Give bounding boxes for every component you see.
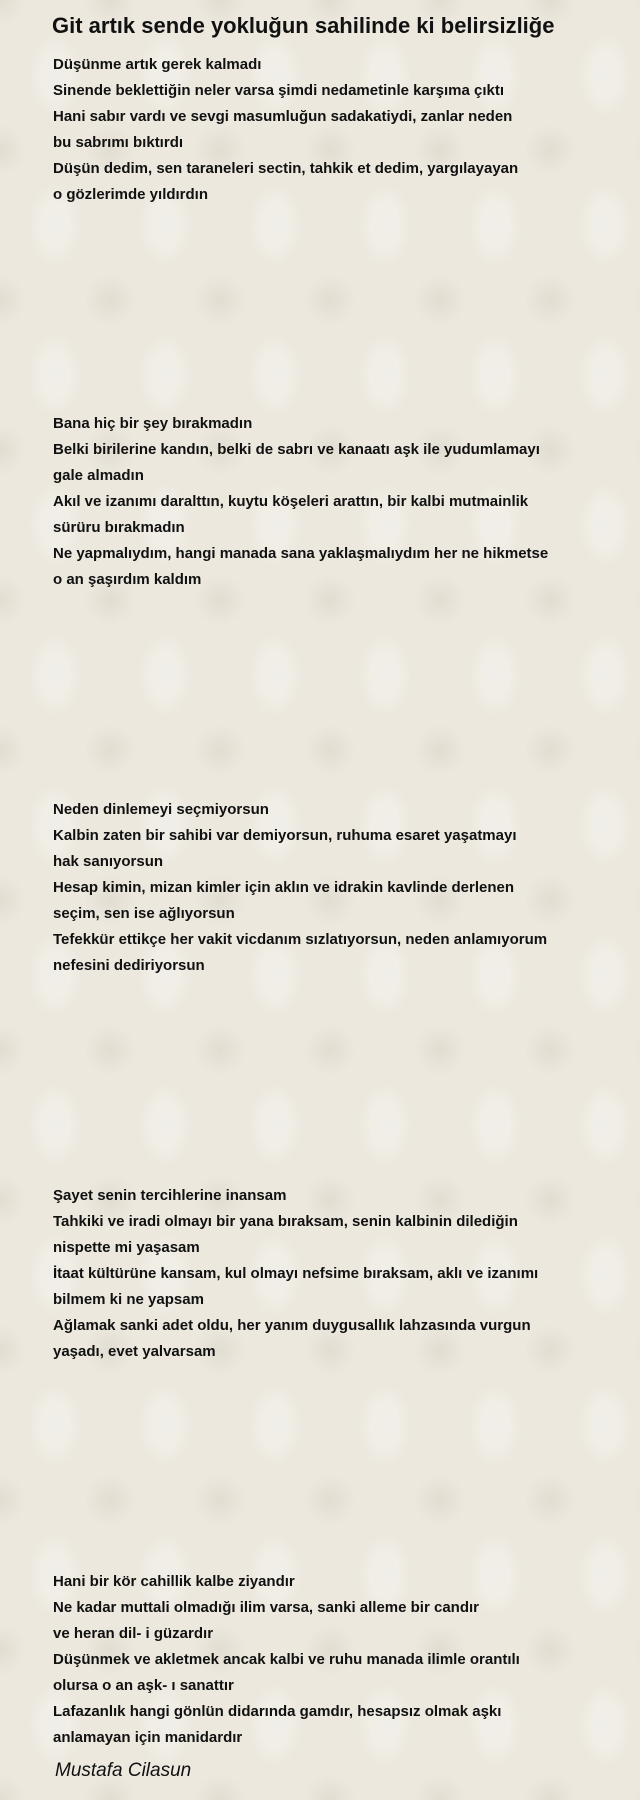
poem-line: İtaat kültürüne kansam, kul olmayı nefsime bıraksam, aklı ve izanımı [53, 1265, 539, 1282]
poem-line: o an şaşırdım kaldım [53, 571, 202, 588]
stanza [53, 411, 548, 593]
poem-line: ve heran dil- i güzardır [53, 1625, 214, 1642]
poem-line: olursa o an aşk- ı sanattır [53, 1677, 234, 1694]
poem-line: Hani bir kör cahillik kalbe ziyandır [53, 1573, 295, 1590]
poem-line: Hesap kimin, mizan kimler için aklın ve idrakin kavlinde derlenen [53, 879, 515, 896]
poem-line: Hani sabır vardı ve sevgi masumluğun sadakatiydi, zanlar neden [53, 108, 513, 125]
stanza [53, 52, 518, 208]
stanza [53, 797, 547, 979]
poem-line: Tefekkür ettikçe her vakit vicdanım sızlatıyorsun, neden anlamıyorum [53, 931, 548, 948]
poem-line: Tahkiki ve iradi olmayı bir yana bıraksam, senin kalbinin dilediğin [53, 1213, 518, 1230]
poem-title: Git artık sende yokluğun sahilinde ki belirsizliğe [52, 13, 555, 38]
poem-line: Düşün dedim, sen taraneleri sectin, tahkik et dedim, yargılayayan [53, 160, 519, 177]
poem-line: Kalbin zaten bir sahibi var demiyorsun, ruhuma esaret yaşatmayı [53, 827, 517, 844]
poem-line: Ağlamak sanki adet oldu, her yanım duygusallık lahzasında vurgun [53, 1317, 531, 1334]
poem-line: Bana hiç bir şey bırakmadın [53, 415, 253, 432]
poem-line: Şayet senin tercihlerine inansam [53, 1187, 287, 1204]
poem-line: nefesini dediriyorsun [53, 957, 205, 974]
poem-line: hak sanıyorsun [53, 853, 164, 870]
poem-line: Sinende beklettiğin neler varsa şimdi nedametinle karşıma çıktı [53, 82, 505, 99]
stanza [53, 1569, 520, 1751]
poem-line: anlamayan için manidardır [53, 1729, 243, 1746]
author-name: Mustafa Cilasun [55, 1760, 192, 1781]
poem-line: sürüru bırakmadın [53, 519, 185, 536]
poem-line: gale almadın [53, 467, 144, 484]
poem-line: Belki birilerine kandın, belki de sabrı ve kanaatı aşk ile yudumlamayı [53, 441, 540, 458]
poem-line: Düşünme artık gerek kalmadı [53, 56, 262, 73]
stanza [53, 1183, 538, 1365]
poem-line: Düşünmek ve akletmek ancak kalbi ve ruhu manada ilimle orantılı [53, 1651, 520, 1668]
poem-line: Akıl ve izanımı daralttın, kuytu köşeleri arattın, bir kalbi mutmainlik [53, 493, 529, 510]
poem-line: yaşadı, evet yalvarsam [53, 1343, 216, 1360]
poem-line: Ne kadar muttali olmadığı ilim varsa, sanki alleme bir candır [53, 1599, 479, 1616]
poem-line: Lafazanlık hangi gönlün didarında gamdır, hesapsız olmak aşkı [53, 1703, 502, 1720]
poem-line: bu sabrımı bıktırdı [53, 134, 184, 151]
poem-line: Ne yapmalıydım, hangi manada sana yaklaşmalıydım her ne hikmetse [53, 545, 549, 562]
poem-line: seçim, sen ise ağlıyorsun [53, 905, 235, 922]
poem-line: Neden dinlemeyi seçmiyorsun [53, 801, 269, 818]
poem-line: o gözlerimde yıldırdın [53, 186, 209, 203]
poem-line: bilmem ki ne yapsam [53, 1291, 204, 1308]
poem-line: nispette mi yaşasam [53, 1239, 200, 1256]
